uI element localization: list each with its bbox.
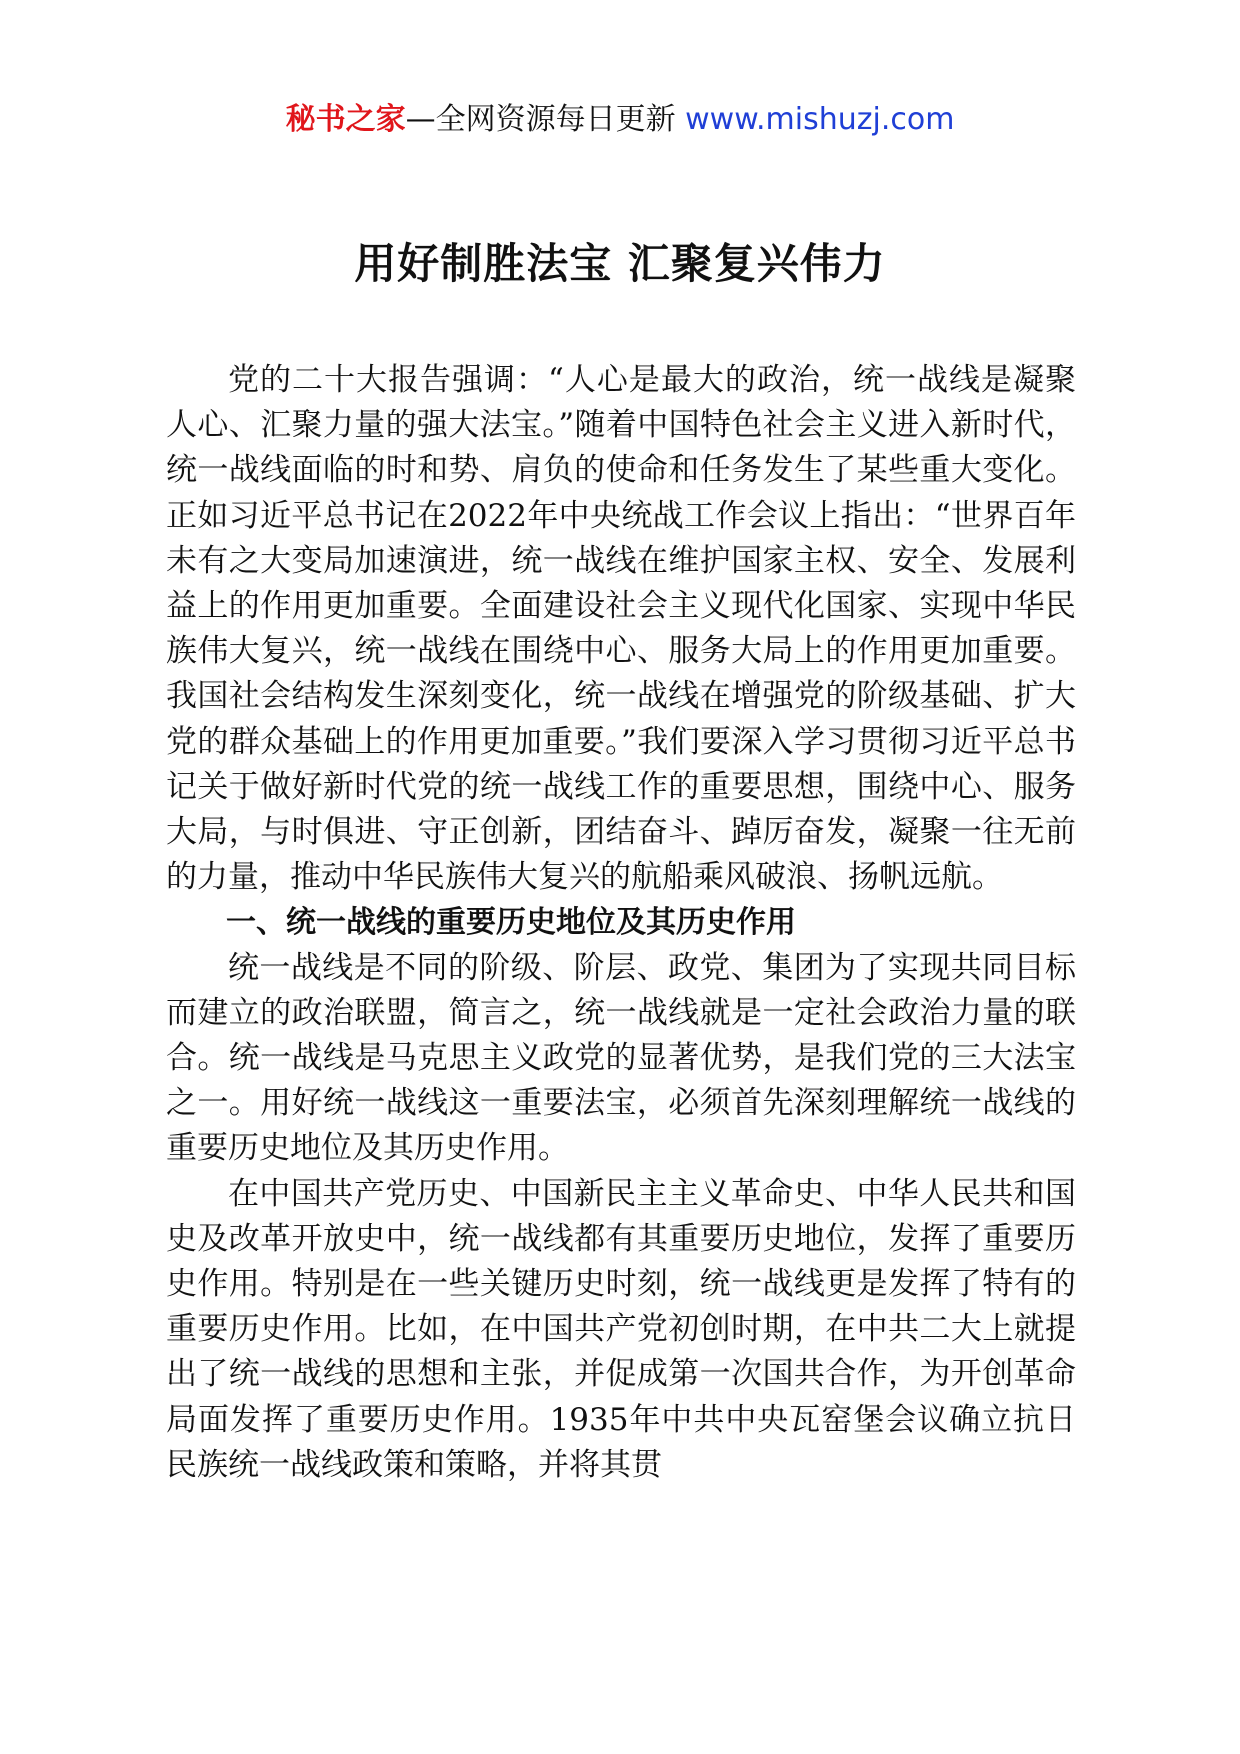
section-heading: 一、统一战线的重要历史地位及其历史作用 bbox=[226, 905, 796, 941]
article-title: 用好制胜法宝 汇聚复兴伟力 bbox=[354, 239, 886, 288]
section-paragraph: 在中国共产党历史、中国新民主主义革命史、中华人民共和国史及改革开放史中，统一战线都有其重要历史地位，发挥了重要历史作用。特别是在一些关键历史时刻，统一战线更是发挥了特有的重要历史作用。比如，在中国共产党初创时期，在中共二大上就提出了统一战线的思想和主张，并促成第一次国共合作，为开创革命局面发挥了重要历史作用。1935年中共中央瓦窑堡会议确立抗日民族统一战线政策和策略，并将其贯 bbox=[166, 1175, 1076, 1483]
site-url-link[interactable]: www.mishuzj.com bbox=[685, 102, 955, 137]
site-header bbox=[0, 100, 1240, 140]
brand-name: 秘书之家 bbox=[285, 102, 406, 137]
section-paragraph: 统一战线是不同的阶级、阶层、政党、集团为了实现共同目标而建立的政治联盟，简言之，统一战线就是一定社会政治力量的联合。统一战线是马克思主义政党的显著优势，是我们党的三大法宝之一。用好统一战线这一重要法宝，必须首先深刻理解统一战线的重要历史地位及其历史作用。 bbox=[166, 949, 1076, 1167]
article-body bbox=[166, 358, 1076, 1488]
intro-paragraph: 党的二十大报告强调：“人心是最大的政治，统一战线是凝聚人心、汇聚力量的强大法宝。”随着中国特色社会主义进入新时代，统一战线面临的时和势、肩负的使命和任务发生了某些重大变化。正如习近平总书记在2022年中央统战工作会议上指出：“世界百年未有之大变局加速演进，统一战线在维护国家主权、安全、发展利益上的作用更加重要。全面建设社会主义现代化国家、实现中华民族伟大复兴，统一战线在围绕中心、服务大局上的作用更加重要。我国社会结构发生深刻变化，统一战线在增强党的阶级基础、扩大党的群众基础上的作用更加重要。”我们要深入学习贯彻习近平总书记关于做好新时代党的统一战线工作的重要思想，围绕中心、服务大局，与时俱进、守正创新，团结奋斗、踔厉奋发，凝聚一往无前的力量，推动中华民族伟大复兴的航船乘风破浪、扬帆远航。 bbox=[166, 362, 1076, 896]
header-slogan: —全网资源每日更新 bbox=[405, 102, 686, 137]
